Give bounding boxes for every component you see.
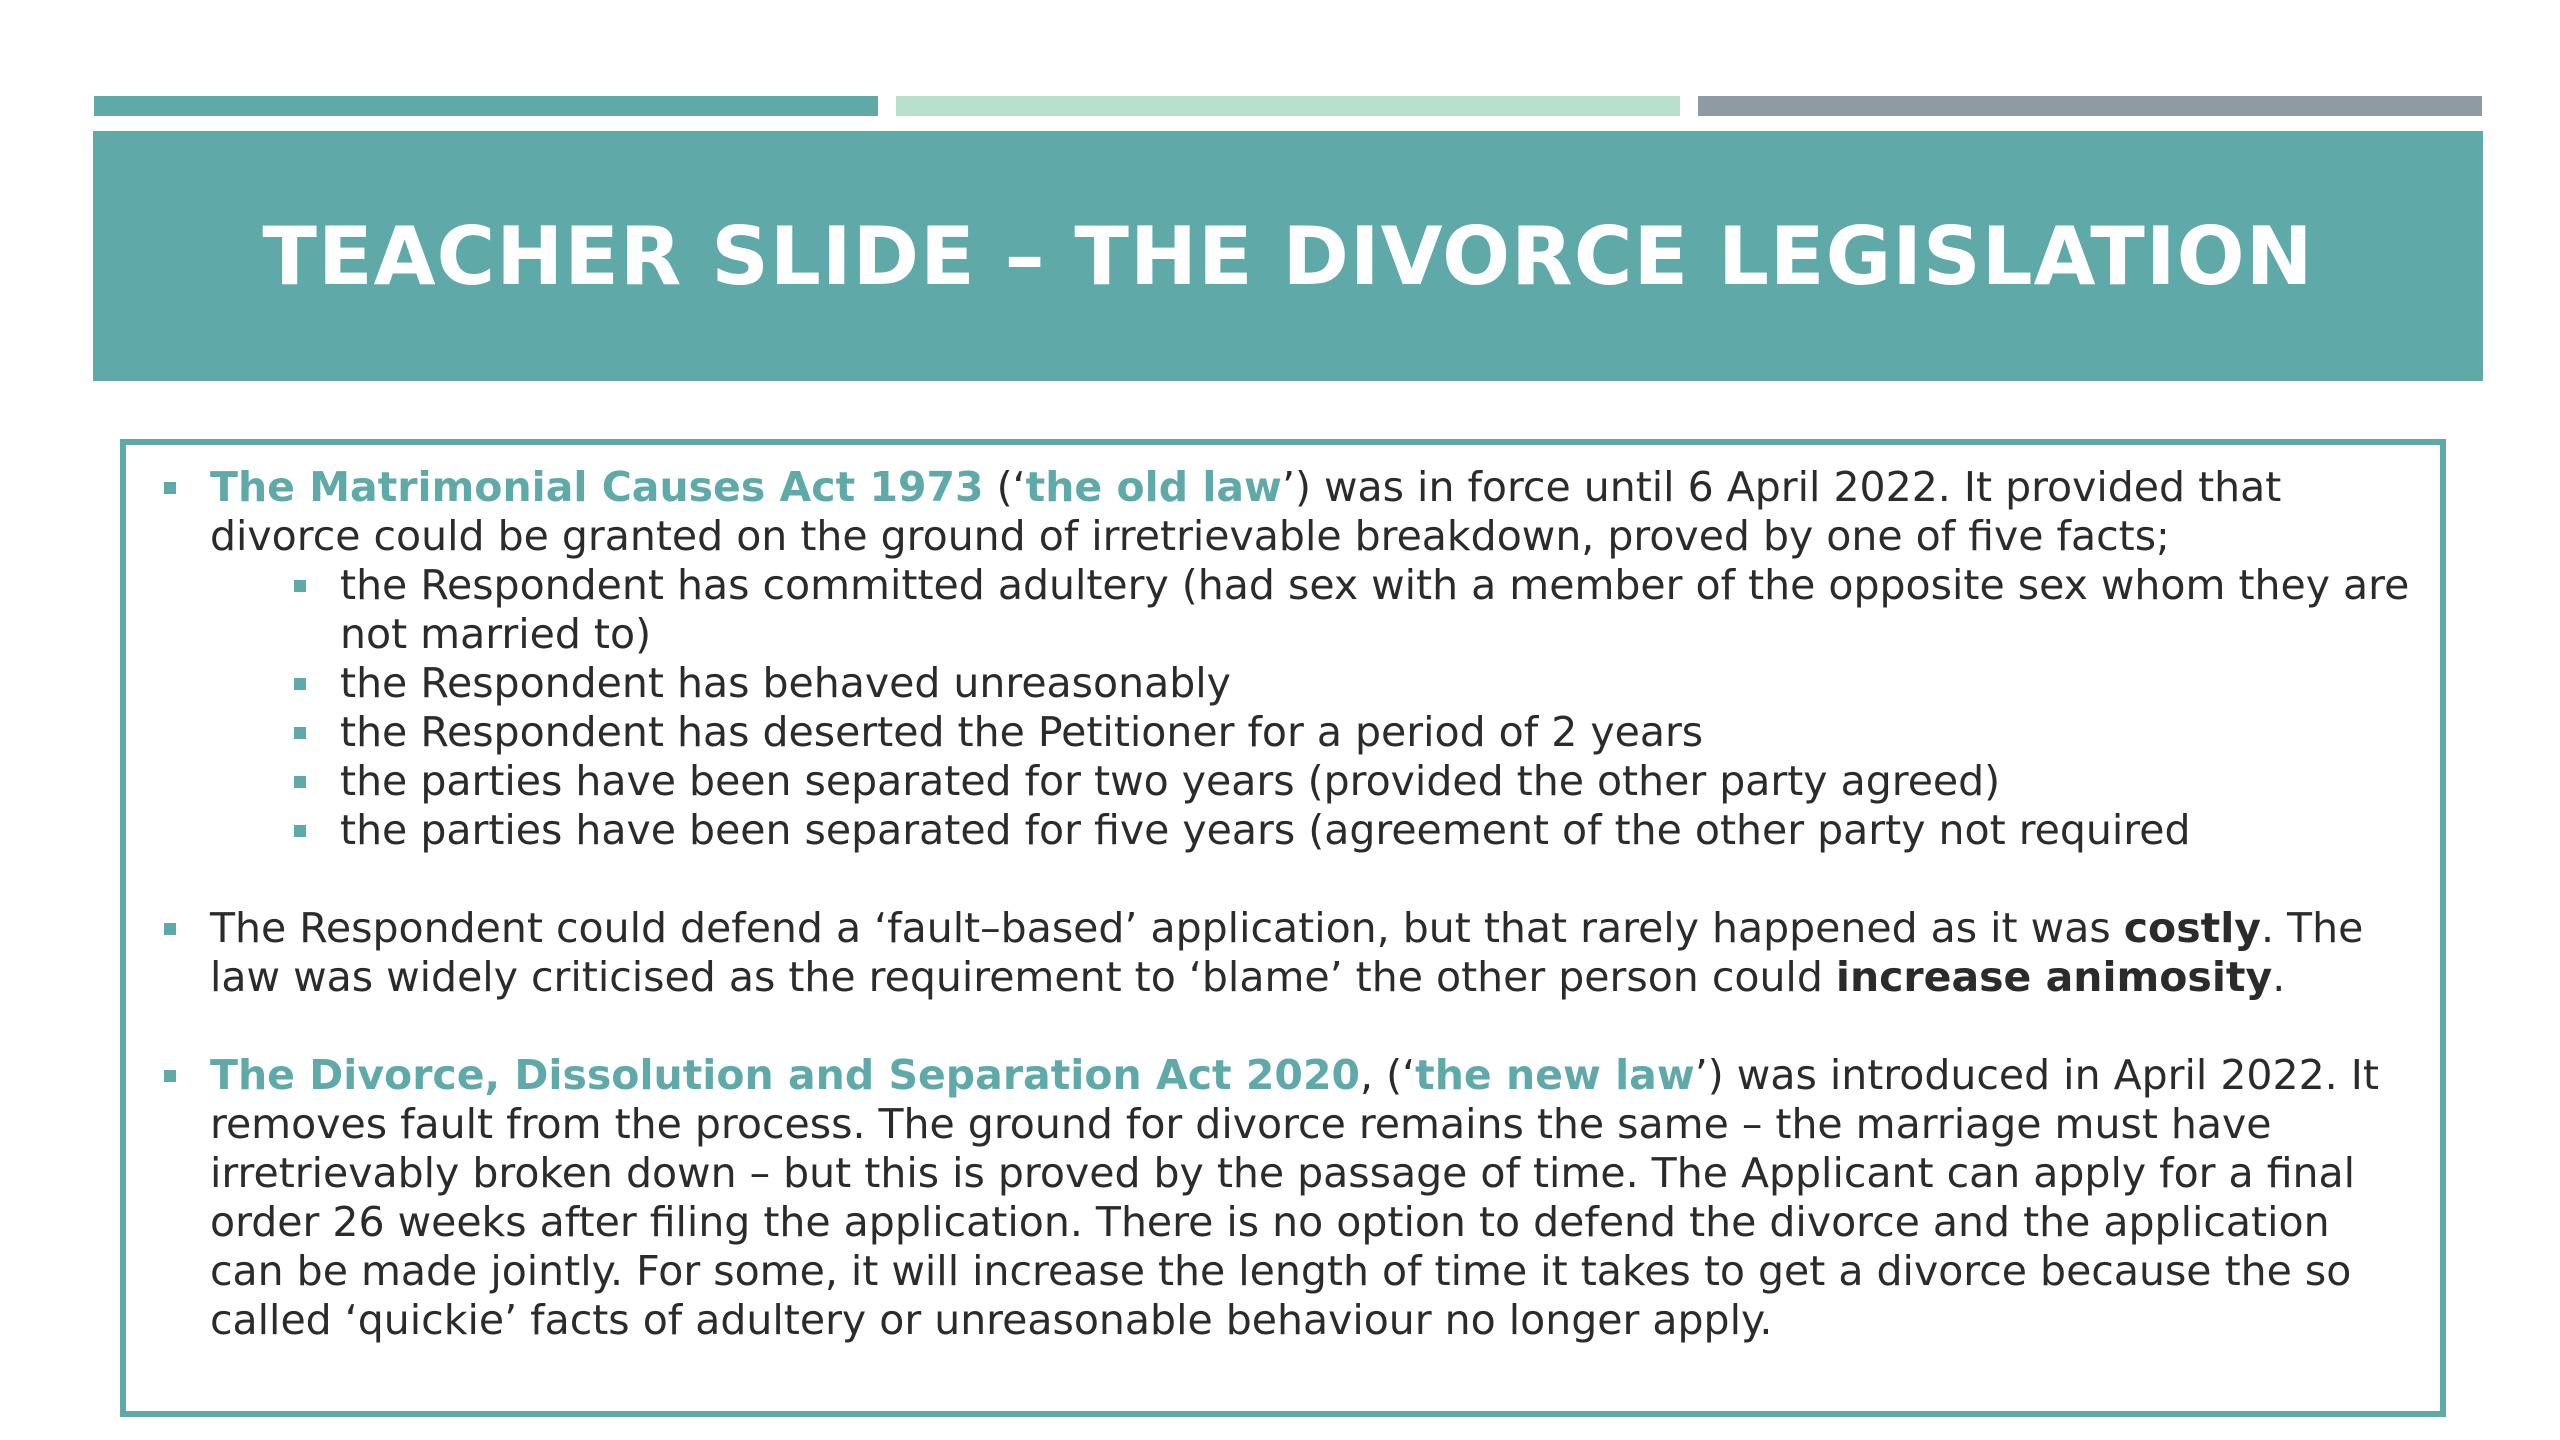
fact-text: the parties have been separated for five years (agreement of the other party not required xyxy=(340,806,2191,854)
fact-text: the Respondent has behaved unreasonably xyxy=(340,659,1231,707)
list-item xyxy=(210,757,2410,806)
bullet-new-law xyxy=(148,1051,2410,1345)
accent-bar-teal xyxy=(94,96,878,116)
five-facts-list xyxy=(210,561,2410,855)
new-law-alias: the new law xyxy=(1415,1051,1695,1099)
square-bullet-icon xyxy=(294,580,306,592)
old-law-text: ’) was in force until 6 April 2022. It provided that divorce could be granted on the ground of irretrievable breakdown, proved by one of five facts; xyxy=(210,463,2282,560)
old-law-alias: the old law xyxy=(1025,463,1282,511)
defence-text-1: The Respondent could defend a ‘fault–based’ application, but that rarely happened as it was xyxy=(210,904,2124,952)
square-bullet-icon xyxy=(164,923,176,935)
list-item xyxy=(210,659,2410,708)
defence-text-3: . xyxy=(2272,953,2286,1001)
defence-text-2: . The law was widely criticised as the requirement to ‘blame’ the other person could xyxy=(210,904,2364,1001)
emphasis-costly: costly xyxy=(2123,904,2261,952)
new-law-open: , (‘ xyxy=(1360,1051,1416,1099)
square-bullet-icon xyxy=(164,1070,176,1082)
list-item xyxy=(210,561,2410,659)
title-band xyxy=(93,131,2483,381)
square-bullet-icon xyxy=(294,727,306,739)
content-body xyxy=(148,463,2410,1345)
new-act-name: The Divorce, Dissolution and Separation Act 2020 xyxy=(210,1051,1361,1099)
content-box xyxy=(120,439,2446,1417)
accent-bar-mint xyxy=(896,96,1680,116)
list-item xyxy=(210,806,2410,855)
new-law-text: ’) was introduced in April 2022. It removes fault from the process. The ground for divorce remains the same – the marriage must have irretrievably broken down – but this is proved by the passage of time. The Applicant can apply for a final order 26 weeks after filing the application. There is no option to defend the divorce and the application can be made jointly. For some, it will increase the length of time it takes to get a divorce because the so called ‘quickie’ facts of adultery or unreasonable behaviour no longer apply. xyxy=(210,1051,2379,1344)
square-bullet-icon xyxy=(294,776,306,788)
slide-title: TEACHER SLIDE – THE DIVORCE LEGISLATION xyxy=(262,209,2314,303)
old-law-open: (‘ xyxy=(983,463,1026,511)
old-act-name: The Matrimonial Causes Act 1973 xyxy=(210,463,984,511)
square-bullet-icon xyxy=(164,482,176,494)
fact-text: the Respondent has committed adultery (had sex with a member of the opposite sex whom they are not married to) xyxy=(340,561,2410,658)
list-item xyxy=(210,708,2410,757)
bullet-old-law xyxy=(148,463,2410,855)
emphasis-animosity: increase animosity xyxy=(1835,953,2273,1001)
bullet-defence xyxy=(148,904,2410,1002)
accent-bar-grey xyxy=(1698,96,2482,116)
fact-text: the Respondent has deserted the Petitioner for a period of 2 years xyxy=(340,708,1704,756)
fact-text: the parties have been separated for two years (provided the other party agreed) xyxy=(340,757,2001,805)
square-bullet-icon xyxy=(294,678,306,690)
square-bullet-icon xyxy=(294,825,306,837)
